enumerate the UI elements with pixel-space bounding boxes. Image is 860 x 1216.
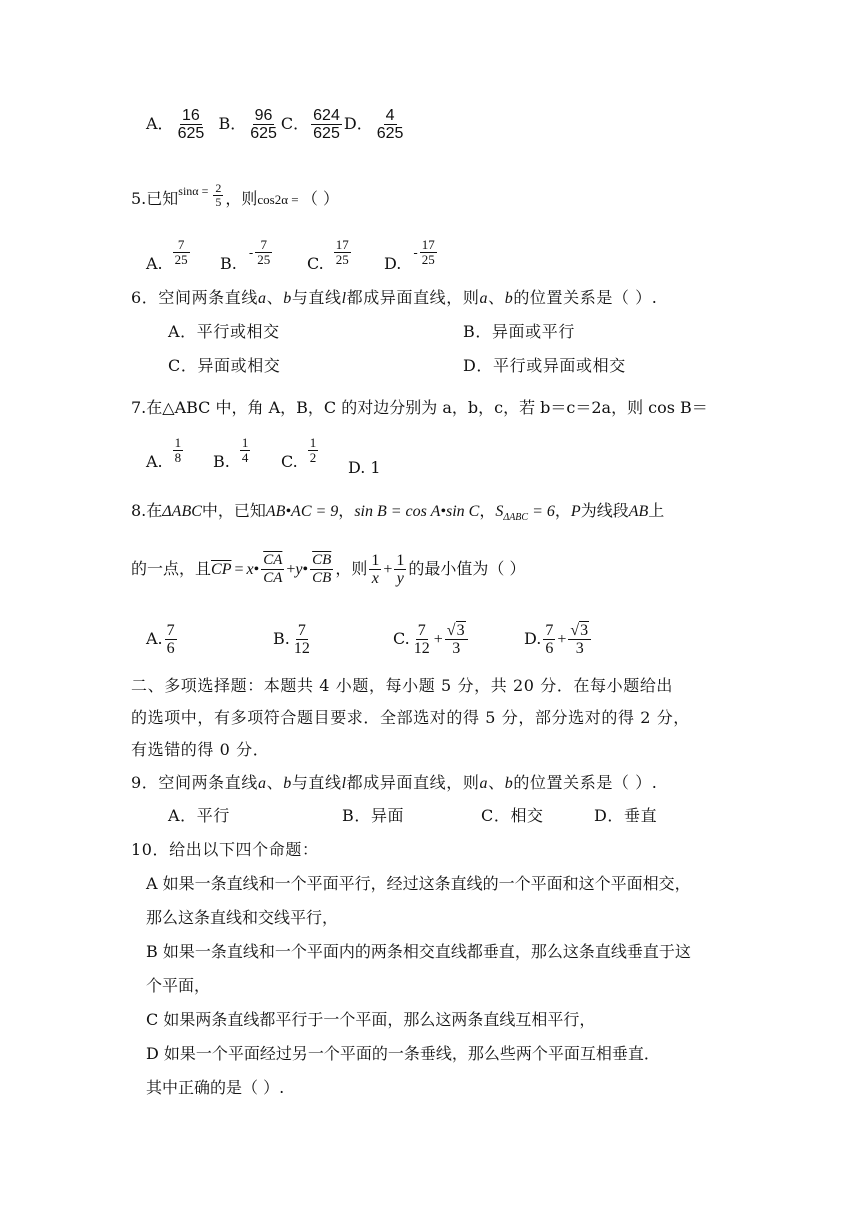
q4-option-d-fraction: $\frac{4}{625}$ [376,107,404,142]
q7-option-b: B. $\frac{1}{4}$ [213,435,249,471]
q4-option-b-label: B． [218,114,247,133]
q5-option-b: B.- $\frac{7}{25}$ [220,237,271,273]
q9-option-a: A．平行 [168,806,230,825]
q8-option-c: C. $\frac{7}{12}$ + $\frac{√3}{3}$ [393,622,470,657]
q10-proposition-a-line2: 那么这条直线和交线平行， [146,908,339,927]
q6-stem: 6．空间两条直线a、b与直线l都成异面直线，则a、b的位置关系是（ ）. [131,288,658,307]
q4-option-a-label: A． [146,114,174,133]
q8-option-d: D. $\frac{7}{6}$ + $\frac{√3}{3}$ [524,622,593,657]
q4-option-a-fraction: $\frac{16}{625}$ [177,107,205,142]
q7-option-a: A. $\frac{1}{8}$ [146,435,182,471]
q9-option-b: B．异面 [342,806,405,825]
q10-stem: 10．给出以下四个命题： [131,840,319,859]
q8-unit-cb: $\frac{\overline{CB}}{CB}$ [312,552,332,586]
q10-proposition-b-line1: B 如果一条直线和一个平面内的两条相交直线都垂直，那么这条直线垂直于这 [146,942,691,961]
q10-ask: 其中正确的是（ ）. [146,1078,285,1097]
q10-proposition-c: C 如果两条直线都平行于一个平面，那么这两条直线互相平行， [146,1010,596,1029]
q7-option-c: C. $\frac{1}{2}$ [281,435,317,471]
q9-stem: 9．空间两条直线a、b与直线l都成异面直线，则a、b的位置关系是（ ）. [131,773,658,792]
q5-cos-expr: cos2α [257,192,289,207]
q5-sin-lhs: sinα [178,184,199,198]
q5-sin-fraction: $\frac{2}{5}$ [215,181,222,209]
section2-line1: 二、多项选择题：本题共 4 小题，每小题 5 分，共 20 分．在每小题给出 [131,676,674,695]
q4-option-d-label: D． [343,114,373,133]
q6-option-d: D．平行或异面或相交 [463,356,626,375]
q8-stem-line1: 8.在ΔABC中，已知AB•AC = 9，sin B = cos A•sin C，$S_{\Delta ABC} = 6$，P为线段AB上 [131,501,665,523]
q8-option-a: A. $\frac{7}{6}$ [146,622,175,657]
q8-option-b: B. $\frac{7}{12}$ [273,622,310,657]
q4-options [146,107,407,142]
q8-dot-product: AB•AC = 9 [265,503,339,520]
q6-option-a: A．平行或相交 [168,322,280,341]
q8-sin-relation: sin B = cos A•sin C [354,503,480,520]
q8-unit-ca: $\frac{\overline{CA}}{CA}$ [263,552,283,586]
q10-proposition-d: D 如果一个平面经过另一个平面的一条垂线，那么些两个平面互相垂直． [146,1044,660,1063]
q8-frac-1-y: $\frac{1}{y}$ [396,552,405,587]
q8-frac-1-x: $\frac{1}{x}$ [371,552,380,587]
q4-option-c-label: C． [280,114,310,133]
q7-stem: 7.在△ABC 中，角 A，B，C 的对边分别为 a，b，c，若 b＝c＝2a，则 cos B＝ [131,398,708,417]
q8-vector-cp: $\overline{CP}$ [211,560,232,578]
q4-option-b-fraction: $\frac{96}{625}$ [250,107,277,142]
q5-option-c: C. $\frac{17}{25}$ [307,237,349,273]
q10-proposition-b-line2: 个平面， [146,976,211,995]
q7-option-d: D. 1 [348,458,381,477]
q6-option-c: C．异面或相交 [168,356,281,375]
q9-option-c: C．相交 [481,806,544,825]
section2-line2: 的选项中，有多项符合题目要求．全部选对的得 5 分，部分选对的得 2 分， [131,708,690,727]
q9-option-d: D．垂直 [594,806,658,825]
q5-stem: 5.已知$^{sin\alpha}$ = $\frac{2}{5}$ ，则cos2α = （ ） [131,181,339,209]
q5-option-d: D.- $\frac{17}{25}$ [384,237,435,273]
section2-line3: 有选错的得 0 分． [131,740,270,759]
q6-option-b: B．异面或平行 [463,322,575,341]
q10-proposition-a-line1: A 如果一条直线和一个平面平行，经过这条直线的一个平面和这个平面相交， [146,874,691,893]
q8-stem-line2: 的一点，且$\overline{CP}$ = x• $\frac{\overline{CA}}{CA}$ +y• $\frac{\overline{CB}}{CB}$ ，则 $\frac{1}{x}$ + $\frac{1}{y}$ 的最小值为（ ） [131,552,526,587]
q5-option-a: A. $\frac{7}{25}$ [146,237,188,273]
q4-option-c-fraction: $\frac{624}{625}$ [313,107,340,142]
